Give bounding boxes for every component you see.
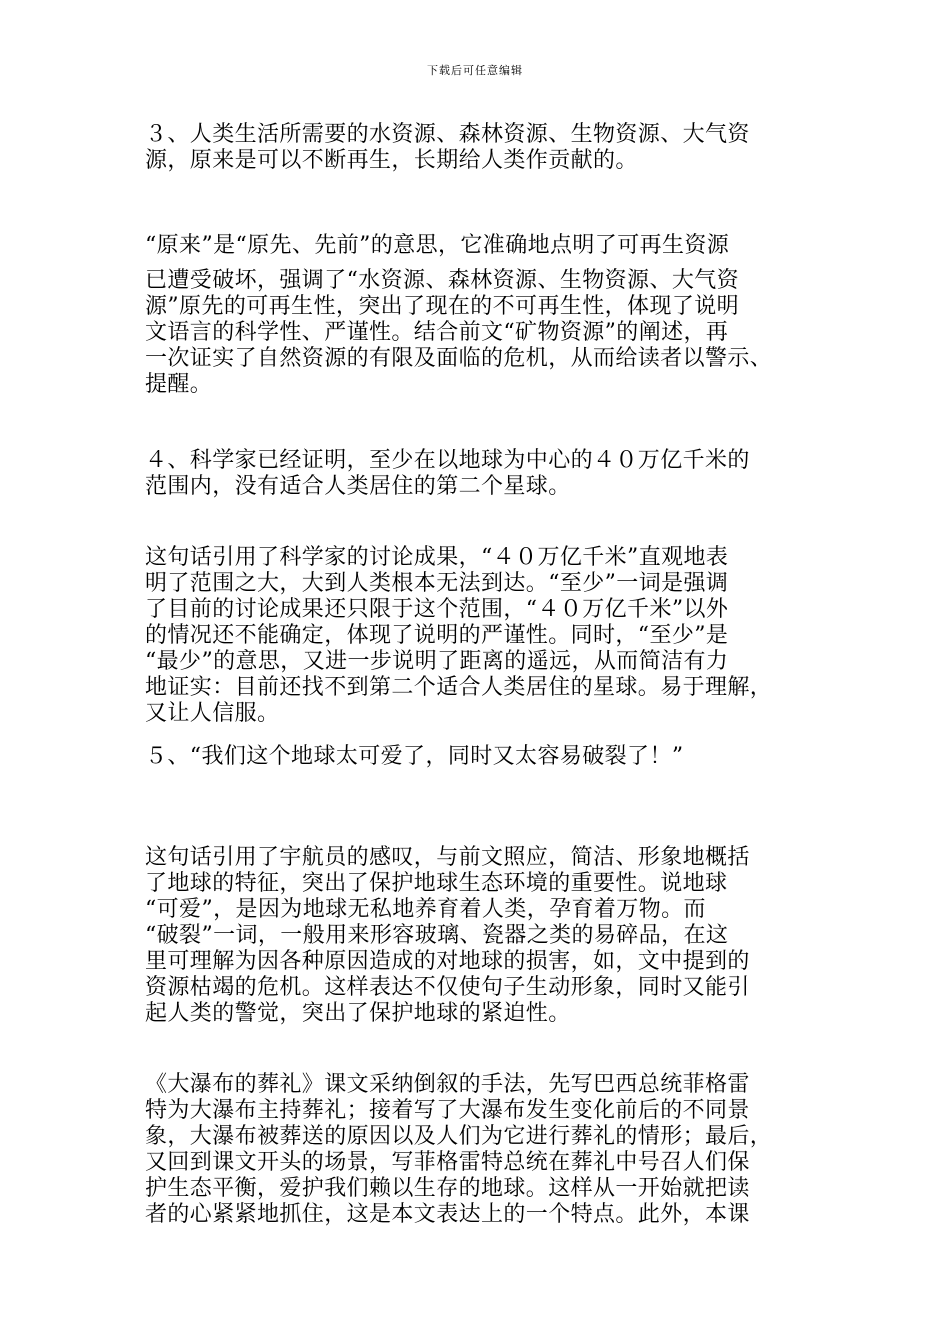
paragraph-analysis-5: 这句话引用了宇航员的感叹，与前文照应，简洁、形象地概括 了地球的特征，突出了保护地球生态环境的重要性。说地球 “可爱”，是因为地球无私地养育着人类，孕育着万物。而 “破裂”一词，一般用来形容玻璃、瓷器之类的易碎品，在这 里可理解为因各种原因造成的对地球的损害，如，文中提到的 资源枯竭的危机。这样表达不仅使句子生动形象，同时又能引 起人类的警觉，突出了保护地球的紧迫性。	[145, 845, 750, 1026]
paragraph-analysis-3-line1: “原来”是“原先、先前”的意思，它准确地点明了可再生资源	[145, 233, 730, 258]
page-header: 下载后可任意编辑	[427, 64, 523, 77]
paragraph-item-3: ３、人类生活所需要的水资源、森林资源、生物资源、大气资 源，原来是可以不断再生，长期给人类作贡献的。	[145, 122, 750, 173]
paragraph-item-4: ４、科学家已经证明，至少在以地球为中心的４０万亿千米的 范围内，没有适合人类居住的第二个星球。	[145, 448, 750, 499]
paragraph-analysis-3: 已遭受破坏，强调了“水资源、森林资源、生物资源、大气资 源”原先的可再生性，突出了现在的不可再生性，体现了说明 文语言的科学性、严谨性。结合前文“矿物资源”的阐述，再 一次证实了自然资源的有限及面临的危机，从而给读者以警示、 提醒。	[145, 268, 773, 397]
paragraph-waterfall-funeral: 《大瀑布的葬礼》课文采纳倒叙的手法，先写巴西总统菲格雷 特为大瀑布主持葬礼；接着写了大瀑布发生变化前后的不同景 象，大瀑布被葬送的原因以及人们为它进行葬礼的情形；最后， 又回到课文开头的场景，写菲格雷特总统在葬礼中号召人们保 护生态平衡，爱护我们赖以生存的地球。这样从一开始就把读 者的心紧紧地抓住，这是本文表达上的一个特点。此外，本课	[145, 1072, 773, 1227]
paragraph-analysis-4: 这句话引用了科学家的讨论成果，“４０万亿千米”直观地表 明了范围之大，大到人类根本无法到达。“至少”一词是强调 了目前的讨论成果还只限于这个范围，“４０万亿千米”以外 的情况还不能确定，体现了说明的严谨性。同时，“至少”是 “最少”的意思，又进一步说明了距离的遥远，从而简洁有力 地证实：目前还找不到第二个适合人类居住的星球。易于理解， 又让人信服。	[145, 545, 773, 726]
paragraph-item-5: ５、“我们这个地球太可爱了，同时又太容易破裂了！”	[145, 744, 684, 769]
